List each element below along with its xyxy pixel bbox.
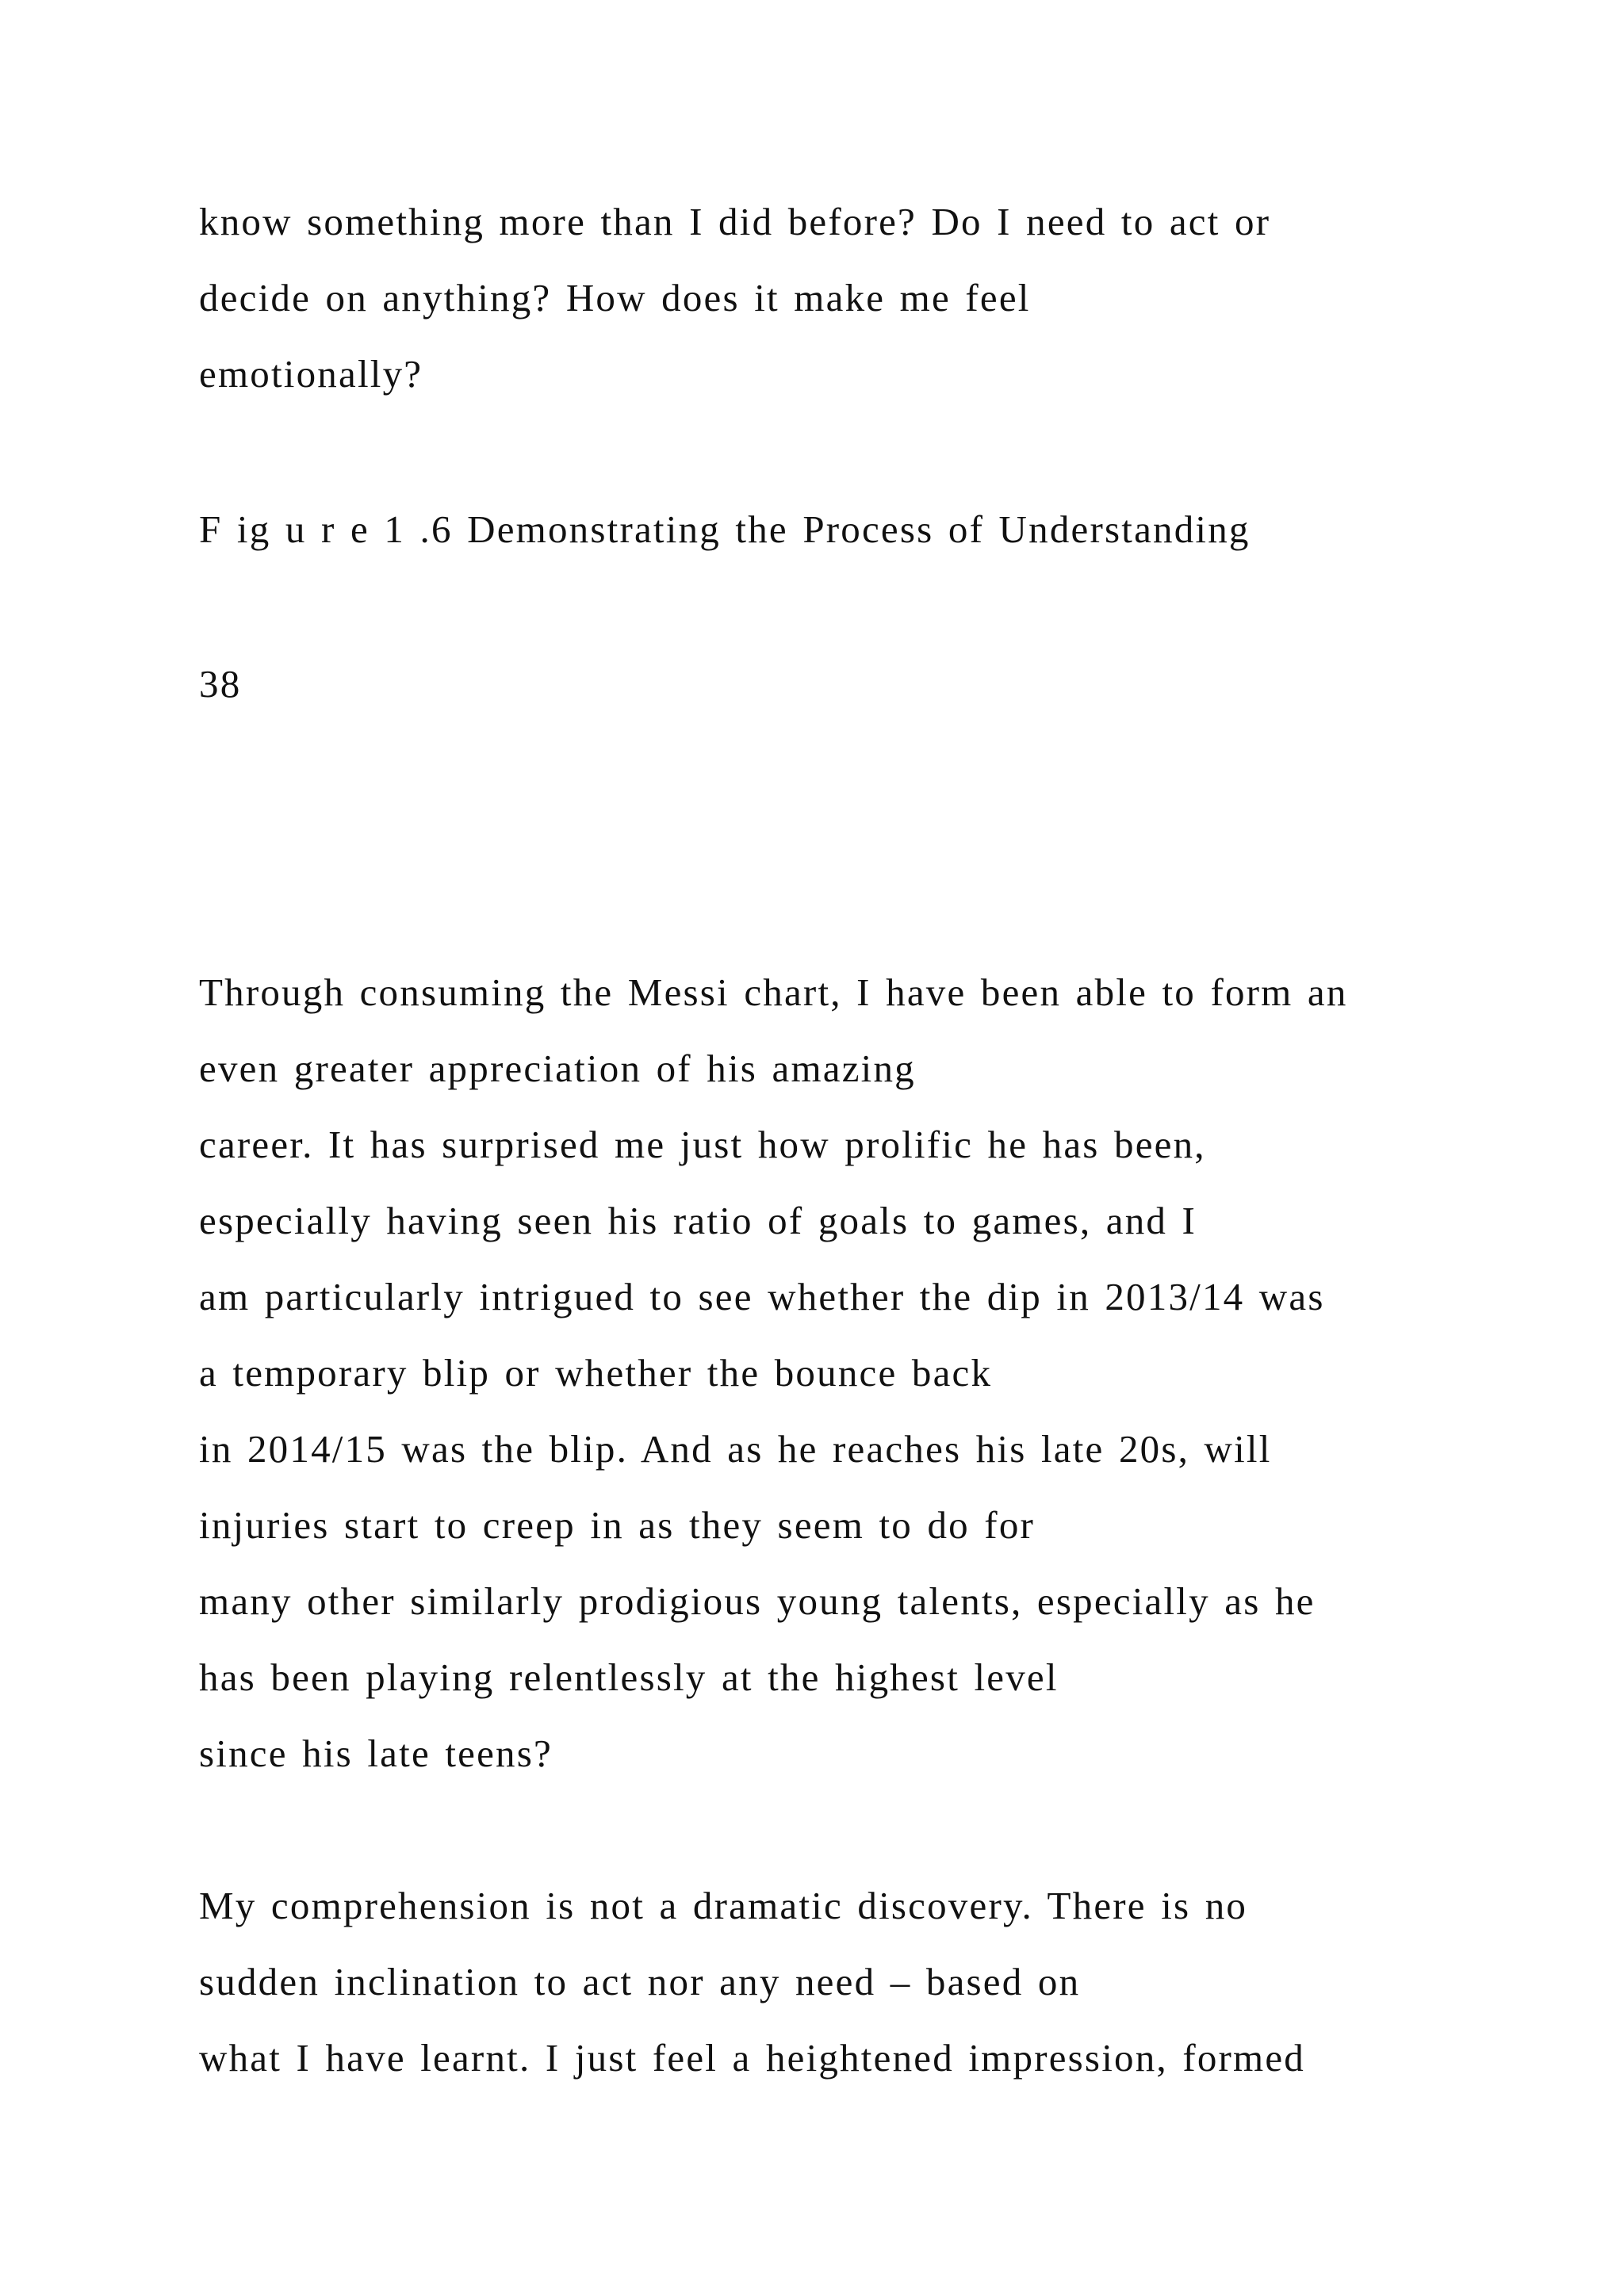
figure-caption: F ig u r e 1 .6 Demonstrating the Process of Understanding (199, 507, 1251, 551)
paragraph-line: has been playing relentlessly at the highest level (199, 1655, 1059, 1699)
paragraph-line: am particularly intrigued to see whether the dip in 2013/14 was (199, 1275, 1325, 1318)
paragraph-line: know something more than I did before? Do I need to act or (199, 200, 1271, 243)
paragraph-line: even greater appreciation of his amazing (199, 1047, 916, 1090)
paragraph-line: emotionally? (199, 352, 423, 396)
page-number: 38 (199, 662, 242, 706)
paragraph-line: especially having seen his ratio of goals to games, and I (199, 1199, 1197, 1242)
paragraph-line: injuries start to creep in as they seem to do for (199, 1503, 1036, 1547)
paragraph-line: in 2014/15 was the blip. And as he reaches his late 20s, will (199, 1427, 1272, 1471)
paragraph-line: what I have learnt. I just feel a heightened impression, formed (199, 2036, 1306, 2080)
paragraph-line: many other similarly prodigious young talents, especially as he (199, 1579, 1316, 1623)
paragraph-line: sudden inclination to act nor any need – based on (199, 1960, 1081, 2003)
paragraph-line: decide on anything? How does it make me feel (199, 276, 1031, 320)
paragraph-line: Through consuming the Messi chart, I have been able to form an (199, 970, 1348, 1014)
paragraph-line: My comprehension is not a dramatic discovery. There is no (199, 1884, 1248, 1927)
paragraph-line: since his late teens? (199, 1732, 553, 1775)
paragraph-line: a temporary blip or whether the bounce back (199, 1351, 993, 1395)
paragraph-line: career. It has surprised me just how prolific he has been, (199, 1123, 1206, 1166)
